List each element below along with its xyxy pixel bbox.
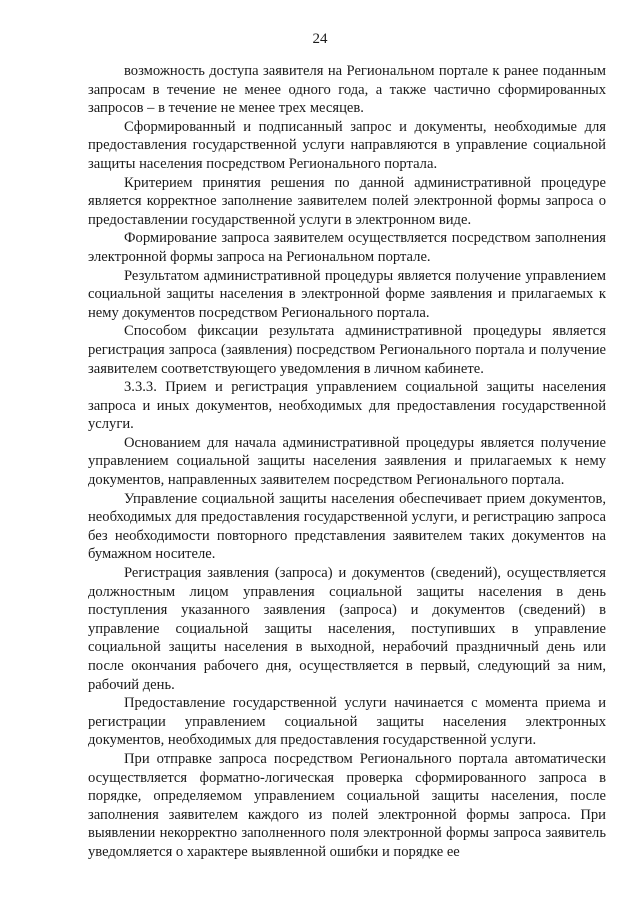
- paragraph-document-acceptance: Управление социальной защиты населения обеспечивает прием документов, необходимых для предоставления государственной услуги, и регистрацию запроса без необходимости повторного представления заявителем таких документов на бумажном носителе.: [88, 490, 606, 563]
- paragraph-decision-criterion: Критерием принятия решения по данной административной процедуре является корректное заполнение заявителем полей электронной формы запроса о предоставлении государственной услуги в электронном виде.: [88, 174, 606, 228]
- paragraph-registration: Регистрация заявления (запроса) и документов (сведений), осуществляется должностным лицом управления социальной защиты населения в день поступления указанного заявления (запроса) и документов (сведений) в управление социальной защиты населения, поступивших в управление социальной защиты населения в выходной, нерабочий праздничный день или после окончания рабочего дня, осуществляется в первый, следующий за ним, рабочий день.: [88, 565, 606, 693]
- paragraph-result-fixation: Способом фиксации результата административной процедуры является регистрация запроса (заявления) посредством Регионального портала и получение заявителем соответствующего уведомления в личном кабинете.: [88, 323, 606, 377]
- paragraph-request-submission: Сформированный и подписанный запрос и документы, необходимые для предоставления государственной услуги направляются в управление социальной защиты населения посредством Регионального портала.: [88, 118, 606, 172]
- paragraph-procedure-basis: Основанием для начала административной процедуры является получение управлением социальной защиты населения заявления и прилагаемых к нему документов, направленных заявителем посредством Регионального портала.: [88, 434, 606, 489]
- paragraph-procedure-result: Результатом административной процедуры является получение управлением социальной защиты населения в электронной форме заявления и прилагаемых к нему документов посредством Регионального портала.: [88, 267, 606, 321]
- page-number: 24: [312, 31, 328, 47]
- paragraph-section-3-3-3: 3.3.3. Прием и регистрация управлением социальной защиты населения запроса и иных документов, необходимых для предоставления государственной услуги.: [88, 379, 606, 433]
- paragraph-format-check: При отправке запроса посредством Регионального портала автоматически осуществляется форматно-логическая проверка сформированного запроса в порядке, определяемом управлением социальной защиты населения, после заполнения заявителем каждого из полей электронной формы запроса. При выявлении некорректно заполненного поля электронной формы запроса заявитель уведомляется о характере выявленной ошибки и порядке ее: [88, 750, 606, 860]
- paragraph-request-forming: Формирование запроса заявителем осуществляется посредством заполнения электронной формы запроса на Региональном портале.: [88, 230, 606, 265]
- paragraph-continuation: возможность доступа заявителя на Региональном портале к ранее поданным запросам в течение не менее одного года, а также частично сформированных запросов – в течение не менее трех месяцев.: [88, 63, 606, 117]
- document-body: [88, 62, 606, 862]
- paragraph-service-start: Предоставление государственной услуги начинается с момента приема и регистрации управлением социальной защиты населения электронных документов, необходимых для предоставления государственной услуги.: [88, 695, 606, 749]
